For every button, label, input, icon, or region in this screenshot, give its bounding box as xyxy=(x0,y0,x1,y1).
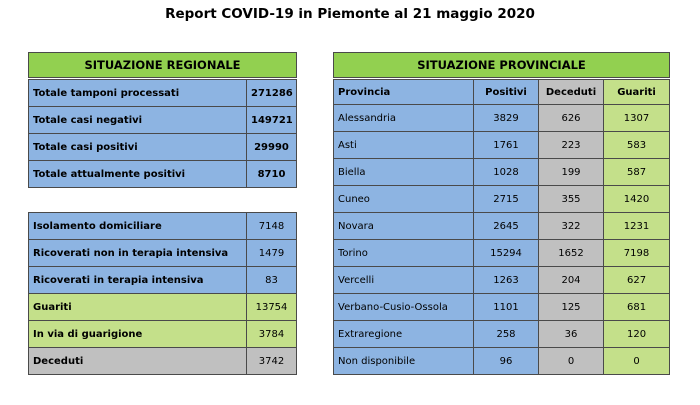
deceduti-value: 199 xyxy=(539,159,604,186)
regional-summary-table xyxy=(28,52,297,188)
table-row xyxy=(334,213,670,240)
deceduti-value: 204 xyxy=(539,267,604,294)
positivi-value: 1101 xyxy=(474,294,539,321)
guariti-value: 587 xyxy=(604,159,670,186)
table-row xyxy=(334,294,670,321)
guariti-value: 0 xyxy=(604,348,670,375)
table-row xyxy=(29,107,297,134)
positivi-value: 96 xyxy=(474,348,539,375)
table-row xyxy=(29,134,297,161)
column-header-positivi: Positivi xyxy=(474,80,539,105)
detail-label: In via di guarigione xyxy=(29,321,247,348)
summary-label: Totale casi negativi xyxy=(29,107,247,134)
report-title: Report COVID-19 in Piemonte al 21 maggio 2020 xyxy=(165,6,535,22)
province-name: Vercelli xyxy=(334,267,474,294)
province-name: Asti xyxy=(334,132,474,159)
deceduti-value: 322 xyxy=(539,213,604,240)
province-name: Cuneo xyxy=(334,186,474,213)
guariti-value: 1307 xyxy=(604,105,670,132)
detail-label: Guariti xyxy=(29,294,247,321)
positivi-value: 1761 xyxy=(474,132,539,159)
positivi-value: 15294 xyxy=(474,240,539,267)
province-name: Alessandria xyxy=(334,105,474,132)
province-name: Novara xyxy=(334,213,474,240)
table-row xyxy=(29,161,297,188)
detail-label: Ricoverati non in terapia intensiva xyxy=(29,240,247,267)
guariti-value: 1231 xyxy=(604,213,670,240)
summary-label: Totale casi positivi xyxy=(29,134,247,161)
table-row xyxy=(29,348,297,375)
deceduti-value: 0 xyxy=(539,348,604,375)
province-name: Non disponibile xyxy=(334,348,474,375)
guariti-value: 583 xyxy=(604,132,670,159)
guariti-value: 1420 xyxy=(604,186,670,213)
detail-value: 1479 xyxy=(247,240,297,267)
table-row xyxy=(334,348,670,375)
detail-label: Isolamento domiciliare xyxy=(29,213,247,240)
deceduti-value: 125 xyxy=(539,294,604,321)
deceduti-value: 223 xyxy=(539,132,604,159)
table-row xyxy=(334,159,670,186)
province-name: Extraregione xyxy=(334,321,474,348)
province-name: Biella xyxy=(334,159,474,186)
detail-value: 3742 xyxy=(247,348,297,375)
summary-label: Totale attualmente positivi xyxy=(29,161,247,188)
provincial-table xyxy=(333,52,670,375)
summary-label: Totale tamponi processati xyxy=(29,80,247,107)
positivi-value: 2645 xyxy=(474,213,539,240)
column-header-deceduti: Deceduti xyxy=(539,80,604,105)
regional-details-table xyxy=(28,212,297,375)
detail-label: Ricoverati in terapia intensiva xyxy=(29,267,247,294)
detail-value: 13754 xyxy=(247,294,297,321)
summary-value: 29990 xyxy=(247,134,297,161)
table-row xyxy=(29,240,297,267)
column-header-guariti: Guariti xyxy=(604,80,670,105)
summary-value: 271286 xyxy=(247,80,297,107)
table-row xyxy=(29,267,297,294)
table-row xyxy=(334,132,670,159)
deceduti-value: 1652 xyxy=(539,240,604,267)
guariti-value: 120 xyxy=(604,321,670,348)
table-row xyxy=(334,267,670,294)
deceduti-value: 626 xyxy=(539,105,604,132)
positivi-value: 2715 xyxy=(474,186,539,213)
provincial-header: SITUAZIONE PROVINCIALE xyxy=(334,53,670,78)
table-row xyxy=(334,105,670,132)
detail-label: Deceduti xyxy=(29,348,247,375)
table-row xyxy=(29,294,297,321)
positivi-value: 258 xyxy=(474,321,539,348)
deceduti-value: 355 xyxy=(539,186,604,213)
positivi-value: 1028 xyxy=(474,159,539,186)
deceduti-value: 36 xyxy=(539,321,604,348)
detail-value: 3784 xyxy=(247,321,297,348)
province-name: Torino xyxy=(334,240,474,267)
table-row xyxy=(334,321,670,348)
table-row xyxy=(334,186,670,213)
province-name: Verbano-Cusio-Ossola xyxy=(334,294,474,321)
table-row xyxy=(29,213,297,240)
positivi-value: 3829 xyxy=(474,105,539,132)
guariti-value: 681 xyxy=(604,294,670,321)
regional-header: SITUAZIONE REGIONALE xyxy=(29,53,297,78)
detail-value: 83 xyxy=(247,267,297,294)
table-row xyxy=(29,321,297,348)
detail-value: 7148 xyxy=(247,213,297,240)
table-header-row xyxy=(334,80,670,105)
table-row xyxy=(334,240,670,267)
table-row xyxy=(29,80,297,107)
summary-value: 149721 xyxy=(247,107,297,134)
guariti-value: 627 xyxy=(604,267,670,294)
guariti-value: 7198 xyxy=(604,240,670,267)
summary-value: 8710 xyxy=(247,161,297,188)
positivi-value: 1263 xyxy=(474,267,539,294)
column-header-provincia: Provincia xyxy=(334,80,474,105)
